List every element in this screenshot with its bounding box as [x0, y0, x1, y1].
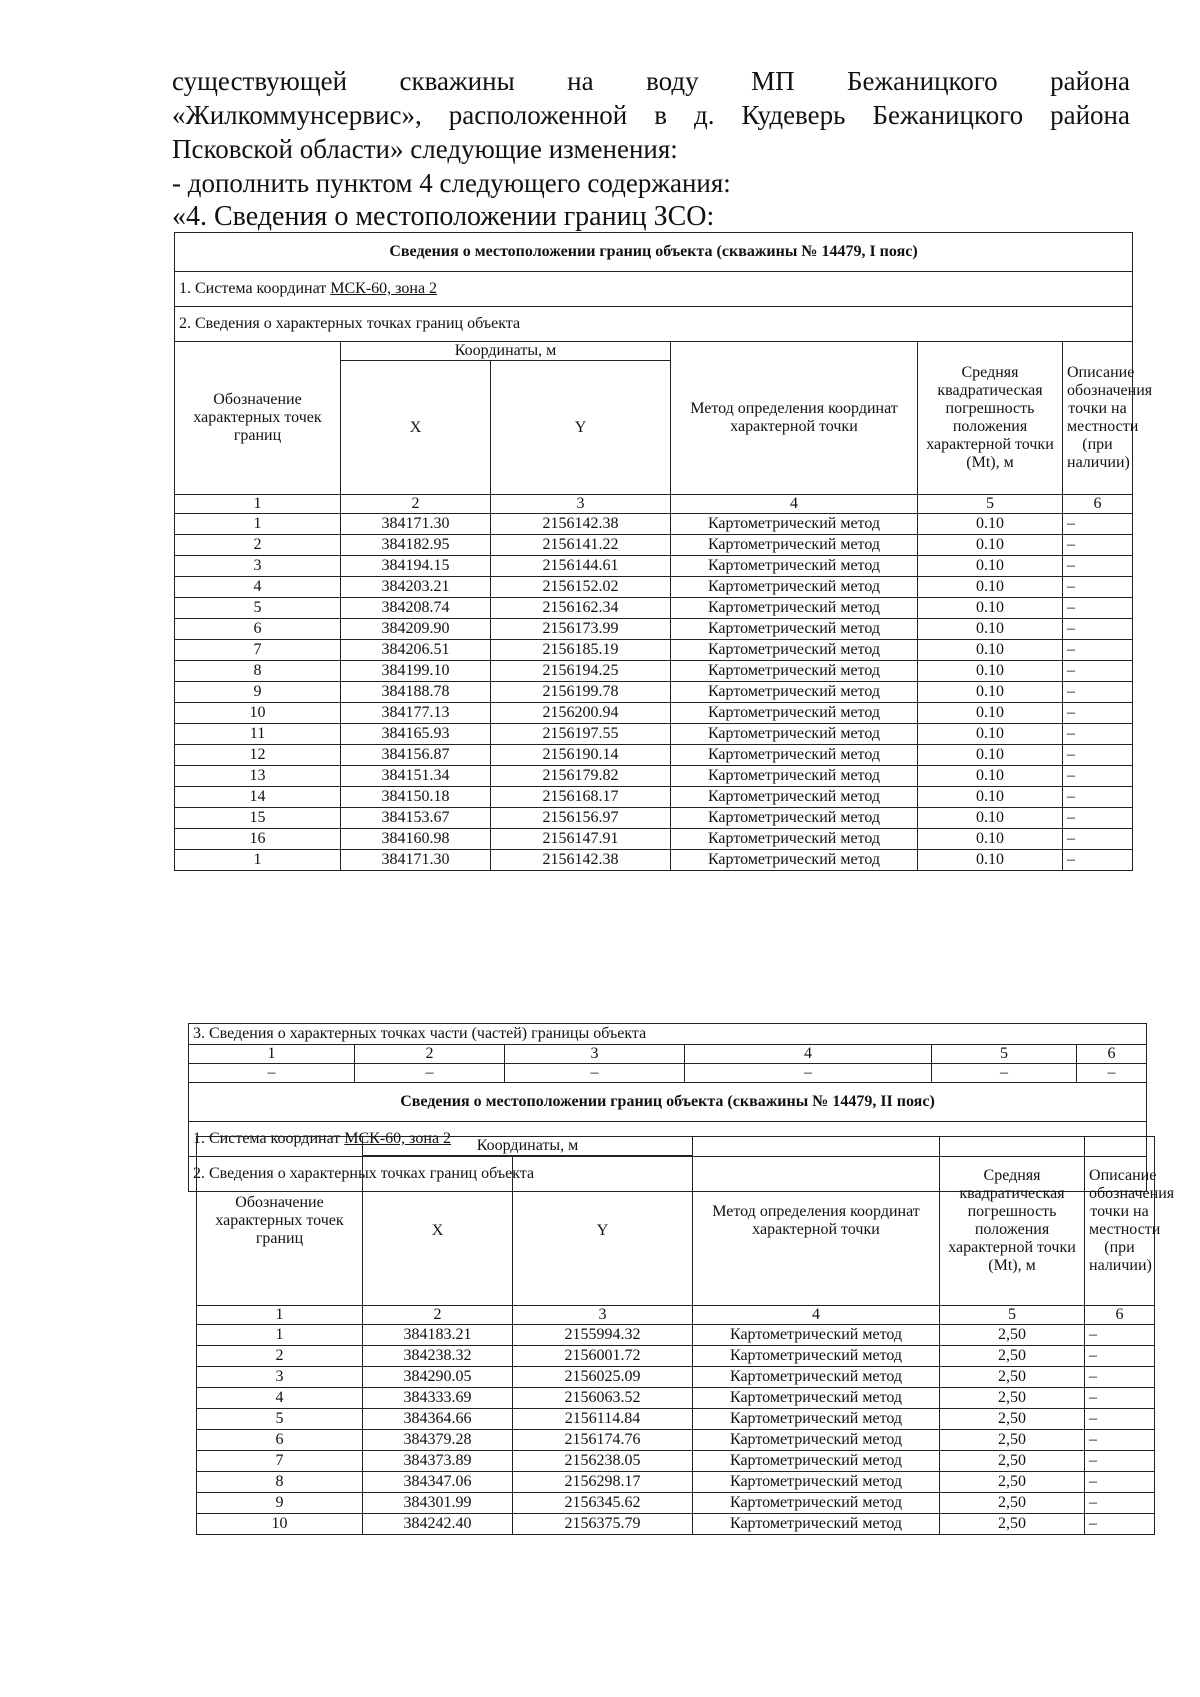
cell-description: –: [1085, 1472, 1155, 1493]
cell-error: 0.10: [918, 514, 1063, 535]
cell-coord-y: 2156141.22: [491, 535, 671, 556]
cell-coord-x: 384203.21: [341, 577, 491, 598]
cell-error: 0.10: [918, 640, 1063, 661]
cell-description: –: [1063, 703, 1133, 724]
table-row: [197, 1472, 1155, 1493]
table-row: [175, 745, 1133, 766]
table-row: [175, 703, 1133, 724]
cell-error: 2,50: [940, 1430, 1085, 1451]
cell-coord-y: 2156144.61: [491, 556, 671, 577]
cell-description: –: [1085, 1514, 1155, 1535]
intro-line-3: Псковской области» следующие изменения:: [172, 134, 678, 164]
table-row: [197, 1514, 1155, 1535]
cell-coord-y: 2155994.32: [513, 1325, 693, 1346]
cell-coord-x: 384333.69: [363, 1388, 513, 1409]
cell-error: 0.10: [918, 850, 1063, 871]
cell-method: Картометрический метод: [671, 514, 918, 535]
cell-coord-y: 2156194.25: [491, 661, 671, 682]
cell-coord-x: 384183.21: [363, 1325, 513, 1346]
cell-coord-x: 384171.30: [341, 850, 491, 871]
cell-description: –: [1063, 556, 1133, 577]
intro-line-4: - дополнить пунктом 4 следующего содержания:: [172, 168, 731, 198]
cell-method: Картометрический метод: [671, 682, 918, 703]
cell-point-number: 4: [197, 1388, 363, 1409]
cell-method: Картометрический метод: [671, 619, 918, 640]
cell-description: –: [1085, 1346, 1155, 1367]
table1-header-y: Y: [491, 361, 671, 495]
table-row: [197, 1388, 1155, 1409]
cell-coord-y: 2156345.62: [513, 1493, 693, 1514]
cell-error: 0.10: [918, 787, 1063, 808]
cell-error: 0.10: [918, 829, 1063, 850]
cell-coord-x: 384156.87: [341, 745, 491, 766]
cell-error: 0.10: [918, 577, 1063, 598]
cell-point-number: 14: [175, 787, 341, 808]
cell-description: –: [1063, 829, 1133, 850]
cell-method: Картометрический метод: [693, 1388, 940, 1409]
cell-error: 0.10: [918, 598, 1063, 619]
cell-method: Картометрический метод: [693, 1451, 940, 1472]
cell-method: Картометрический метод: [693, 1346, 940, 1367]
cell-description: –: [1063, 808, 1133, 829]
cell-description: –: [1063, 850, 1133, 871]
table-row: [175, 661, 1133, 682]
cell-error: 0.10: [918, 535, 1063, 556]
cell-coord-y: 2156174.76: [513, 1430, 693, 1451]
cell-error: 2,50: [940, 1388, 1085, 1409]
cell-coord-x: 384165.93: [341, 724, 491, 745]
intro-line-2: «Жилкоммунсервис», расположенной в д. Кудеверь Бежаницкого района: [172, 100, 1130, 130]
cell-coord-y: 2156152.02: [491, 577, 671, 598]
cell-method: Картометрический метод: [671, 661, 918, 682]
cell-error: 0.10: [918, 619, 1063, 640]
cell-point-number: 5: [197, 1409, 363, 1430]
cell-method: Картометрический метод: [671, 640, 918, 661]
table1-title: Сведения о местоположении границ объекта (скважины № 14479, I пояс): [175, 233, 1133, 272]
cell-coord-x: 384238.32: [363, 1346, 513, 1367]
cell-description: –: [1085, 1409, 1155, 1430]
table-zone-2: [196, 1136, 1175, 1535]
cell-point-number: 4: [175, 577, 341, 598]
cell-method: Картометрический метод: [671, 745, 918, 766]
table1-coord-system-link: МСК-60, зона 2: [330, 280, 438, 297]
cell-coord-x: 384160.98: [341, 829, 491, 850]
table3-rows: [197, 1325, 1155, 1535]
cell-description: –: [1085, 1325, 1155, 1346]
cell-point-number: 3: [197, 1367, 363, 1388]
cell-description: –: [1063, 577, 1133, 598]
table3-header-y: Y: [513, 1156, 693, 1306]
cell-description: –: [1063, 682, 1133, 703]
table-row: [175, 640, 1133, 661]
table-row: [175, 514, 1133, 535]
table-row: [175, 598, 1133, 619]
cell-point-number: 1: [175, 514, 341, 535]
cell-method: Картометрический метод: [693, 1493, 940, 1514]
cell-method: Картометрический метод: [693, 1472, 940, 1493]
cell-point-number: 9: [197, 1493, 363, 1514]
cell-error: 2,50: [940, 1346, 1085, 1367]
cell-point-number: 16: [175, 829, 341, 850]
cell-error: 2,50: [940, 1367, 1085, 1388]
table-row: [175, 619, 1133, 640]
cell-coord-x: 384301.99: [363, 1493, 513, 1514]
cell-method: Картометрический метод: [671, 577, 918, 598]
cell-coord-x: 384194.15: [341, 556, 491, 577]
cell-point-number: 7: [197, 1451, 363, 1472]
cell-method: Картометрический метод: [671, 766, 918, 787]
cell-method: Картометрический метод: [693, 1514, 940, 1535]
table3-header-method: Метод определения координат характерной точки: [693, 1137, 940, 1306]
cell-point-number: 2: [197, 1346, 363, 1367]
cell-error: 2,50: [940, 1493, 1085, 1514]
cell-coord-x: 384182.95: [341, 535, 491, 556]
cell-description: –: [1063, 787, 1133, 808]
cell-coord-y: 2156156.97: [491, 808, 671, 829]
cell-description: –: [1063, 535, 1133, 556]
cell-error: 0.10: [918, 808, 1063, 829]
cell-coord-x: 384364.66: [363, 1409, 513, 1430]
table3-header-point: Обозначение характерных точек границ: [197, 1137, 363, 1306]
cell-description: –: [1085, 1430, 1155, 1451]
table-row: [175, 577, 1133, 598]
cell-coord-x: 384209.90: [341, 619, 491, 640]
table-zone-1: [174, 232, 1153, 871]
cell-method: Картометрический метод: [693, 1325, 940, 1346]
cell-method: Картометрический метод: [671, 703, 918, 724]
table-row: [175, 535, 1133, 556]
cell-description: –: [1085, 1493, 1155, 1514]
cell-point-number: 6: [175, 619, 341, 640]
cell-coord-y: 2156199.78: [491, 682, 671, 703]
table-row: [175, 787, 1133, 808]
cell-coord-y: 2156001.72: [513, 1346, 693, 1367]
cell-coord-y: 2156147.91: [491, 829, 671, 850]
cell-point-number: 11: [175, 724, 341, 745]
cell-coord-y: 2156197.55: [491, 724, 671, 745]
cell-coord-x: 384373.89: [363, 1451, 513, 1472]
cell-error: 0.10: [918, 661, 1063, 682]
cell-coord-x: 384150.18: [341, 787, 491, 808]
cell-coord-y: 2156142.38: [491, 850, 671, 871]
cell-coord-y: 2156200.94: [491, 703, 671, 724]
table-row: [175, 682, 1133, 703]
cell-coord-x: 384153.67: [341, 808, 491, 829]
table-row: [197, 1409, 1155, 1430]
table-row: [197, 1325, 1155, 1346]
cell-method: Картометрический метод: [671, 829, 918, 850]
cell-coord-y: 2156162.34: [491, 598, 671, 619]
cell-coord-y: 2156190.14: [491, 745, 671, 766]
cell-description: –: [1063, 514, 1133, 535]
cell-point-number: 8: [197, 1472, 363, 1493]
cell-coord-y: 2156179.82: [491, 766, 671, 787]
table1-coord-system: 1. Система координат МСК-60, зона 2: [175, 272, 1133, 307]
cell-coord-x: 384188.78: [341, 682, 491, 703]
table-row: [175, 766, 1133, 787]
cell-description: –: [1085, 1451, 1155, 1472]
cell-point-number: 7: [175, 640, 341, 661]
table2-coord-system-link: МСК-60, зона 2: [344, 1130, 452, 1147]
cell-point-number: 2: [175, 535, 341, 556]
intro-heading: «4. Сведения о местоположении границ ЗСО:: [172, 201, 715, 232]
cell-error: 2,50: [940, 1409, 1085, 1430]
cell-coord-y: 2156063.52: [513, 1388, 693, 1409]
cell-point-number: 12: [175, 745, 341, 766]
cell-coord-y: 2156142.38: [491, 514, 671, 535]
cell-coord-y: 2156025.09: [513, 1367, 693, 1388]
table3-header-desc: Описание обозначения точки на местности (при наличии): [1085, 1137, 1155, 1306]
table1-header-desc: Описание обозначения точки на местности (при наличии): [1063, 342, 1133, 495]
cell-description: –: [1063, 724, 1133, 745]
cell-description: –: [1063, 598, 1133, 619]
table2-section3: 3. Сведения о характерных точках части (частей) границы объекта: [189, 1024, 1147, 1045]
cell-coord-y: 2156298.17: [513, 1472, 693, 1493]
cell-point-number: 10: [175, 703, 341, 724]
cell-coord-x: 384151.34: [341, 766, 491, 787]
cell-coord-y: 2156238.05: [513, 1451, 693, 1472]
cell-coord-x: 384347.06: [363, 1472, 513, 1493]
cell-description: –: [1085, 1388, 1155, 1409]
cell-coord-x: 384242.40: [363, 1514, 513, 1535]
table2-coord-system: 1. Система координат МСК-60, зона 2: [189, 1122, 1147, 1157]
cell-coord-x: 384379.28: [363, 1430, 513, 1451]
cell-error: 0.10: [918, 766, 1063, 787]
table2-title: Сведения о местоположении границ объекта (скважины № 14479, II пояс): [189, 1083, 1147, 1122]
table3-header-coords: Координаты, м: [363, 1137, 693, 1156]
cell-point-number: 13: [175, 766, 341, 787]
table1-header-x: X: [341, 361, 491, 495]
cell-error: 2,50: [940, 1325, 1085, 1346]
table-row: [197, 1367, 1155, 1388]
cell-point-number: 3: [175, 556, 341, 577]
cell-error: 2,50: [940, 1451, 1085, 1472]
cell-point-number: 1: [175, 850, 341, 871]
intro-line-1: существующей скважины на воду МП Бежаницкого района: [172, 66, 1130, 96]
cell-error: 2,50: [940, 1472, 1085, 1493]
cell-point-number: 1: [197, 1325, 363, 1346]
table1-rows: [175, 514, 1133, 871]
cell-description: –: [1063, 661, 1133, 682]
cell-coord-x: 384177.13: [341, 703, 491, 724]
cell-coord-x: 384290.05: [363, 1367, 513, 1388]
table1-col-numbers: 1 2 3 4 5 6: [175, 495, 1133, 514]
cell-method: Картометрический метод: [671, 787, 918, 808]
cell-method: Картометрический метод: [671, 598, 918, 619]
cell-error: 0.10: [918, 703, 1063, 724]
cell-point-number: 8: [175, 661, 341, 682]
cell-coord-y: 2156375.79: [513, 1514, 693, 1535]
table-row: [197, 1346, 1155, 1367]
intro-text: [172, 64, 1130, 234]
table-row: [175, 556, 1133, 577]
cell-coord-x: 384208.74: [341, 598, 491, 619]
cell-coord-y: 2156185.19: [491, 640, 671, 661]
cell-method: Картометрический метод: [671, 724, 918, 745]
cell-method: Картометрический метод: [671, 850, 918, 871]
cell-point-number: 15: [175, 808, 341, 829]
cell-method: Картометрический метод: [671, 808, 918, 829]
table1-header-coords: Координаты, м: [341, 342, 671, 361]
cell-coord-x: 384171.30: [341, 514, 491, 535]
table-row: [197, 1430, 1155, 1451]
table1-header-error: Средняя квадратическая погрешность положения характерной точки (Mt), м: [918, 342, 1063, 495]
table3-col-numbers: 1 2 3 4 5 6: [197, 1306, 1155, 1325]
table1-header-point: Обозначение характерных точек границ: [175, 342, 341, 495]
cell-coord-y: 2156173.99: [491, 619, 671, 640]
table-row: [197, 1451, 1155, 1472]
cell-method: Картометрический метод: [693, 1430, 940, 1451]
table3-header-error: Средняя квадратическая погрешность положения характерной точки (Mt), м: [940, 1137, 1085, 1306]
cell-description: –: [1063, 619, 1133, 640]
table2-section2: 2. Сведения о характерных точках границ объекта: [189, 1157, 1147, 1192]
cell-coord-x: 384206.51: [341, 640, 491, 661]
table-row: [175, 808, 1133, 829]
cell-error: 0.10: [918, 556, 1063, 577]
cell-error: 0.10: [918, 682, 1063, 703]
table2-dash-row: – – – – – –: [189, 1064, 1147, 1083]
cell-coord-y: 2156114.84: [513, 1409, 693, 1430]
cell-point-number: 9: [175, 682, 341, 703]
cell-description: –: [1063, 640, 1133, 661]
table2-col-numbers: 1 2 3 4 5 6: [189, 1045, 1147, 1064]
table-row: [175, 724, 1133, 745]
cell-coord-x: 384199.10: [341, 661, 491, 682]
cell-error: 0.10: [918, 724, 1063, 745]
cell-description: –: [1063, 745, 1133, 766]
cell-method: Картометрический метод: [671, 535, 918, 556]
table3-header-x: X: [363, 1156, 513, 1306]
cell-point-number: 6: [197, 1430, 363, 1451]
table1-header-method: Метод определения координат характерной точки: [671, 342, 918, 495]
table-row: [175, 850, 1133, 871]
table1-section2: 2. Сведения о характерных точках границ объекта: [175, 307, 1133, 342]
cell-error: 0.10: [918, 745, 1063, 766]
cell-method: Картометрический метод: [693, 1409, 940, 1430]
cell-description: –: [1063, 766, 1133, 787]
cell-error: 2,50: [940, 1514, 1085, 1535]
table-row: [197, 1493, 1155, 1514]
cell-coord-y: 2156168.17: [491, 787, 671, 808]
cell-method: Картометрический метод: [693, 1367, 940, 1388]
cell-description: –: [1085, 1367, 1155, 1388]
cell-method: Картометрический метод: [671, 556, 918, 577]
table-row: [175, 829, 1133, 850]
cell-point-number: 10: [197, 1514, 363, 1535]
cell-point-number: 5: [175, 598, 341, 619]
